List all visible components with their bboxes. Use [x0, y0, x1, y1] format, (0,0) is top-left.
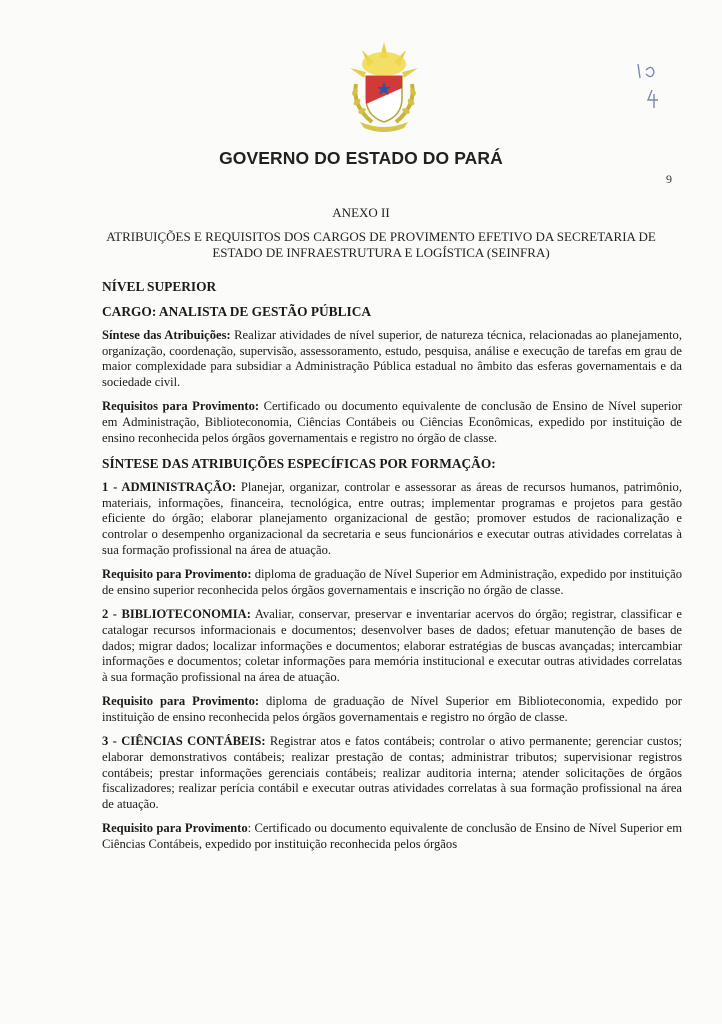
formation-requirement [102, 821, 682, 852]
formation-ciencias-contabeis [102, 734, 682, 812]
formation-administracao [102, 480, 682, 558]
formation-label: 2 - BIBLIOTECONOMIA: [102, 607, 251, 622]
synthesis-text: Realizar atividades de nível superior, de natureza técnica, relacionadas ao planejamento, organização, coordenação, supervisão, assessoramento, estudo, pesquisa, análise e execução de tarefas em grau de maior complexidade para subsidiar a Administração Pública estadual no âmbito das esferas governamentais e da sociedade civil. [102, 328, 682, 389]
formation-req-text: : Certificado ou documento equivalente de conclusão de Ensino de Nível Superior em Ciências Contábeis, expedido por instituição reconhecida pelos órgãos [102, 821, 682, 852]
requirements-label: Requisitos para Provimento: [102, 399, 260, 414]
synthesis-label: Síntese das Atribuições: [102, 328, 231, 342]
formation-biblioteconomia [102, 607, 682, 685]
government-title: GOVERNO DO ESTADO DO PARÁ [219, 148, 503, 168]
requirements-paragraph [102, 399, 682, 446]
requirements-text: Certificado ou documento equivalente de conclusão de Ensino de Nível superior em Administração, Biblioteconomia, Ciências Contábeis ou Ciências Econômicas, expedido por instituição de ensino reconhecida pelos órgãos governamentais e registro no órgão de classe. [102, 399, 682, 445]
document-body [102, 278, 682, 862]
annex-title: ATRIBUIÇÕES E REQUISITOS DOS CARGOS DE PROVIMENTO EFETIVO DA SECRETARIA DE ESTADO DE INFRAESTRUTURA E LOGÍSTICA (SEINFRA) [106, 229, 656, 260]
formation-req-label: Requisito para Provimento [102, 821, 248, 836]
formation-label: 3 - CIÊNCIAS CONTÁBEIS: [102, 734, 266, 749]
formation-requirement [102, 567, 682, 598]
formation-req-label: Requisito para Provimento: [102, 567, 252, 582]
synthesis-paragraph [102, 328, 682, 390]
page-number: 9 [666, 172, 672, 186]
handwritten-mark [630, 56, 670, 112]
specific-heading: SÍNTESE DAS ATRIBUIÇÕES ESPECÍFICAS POR FORMAÇÃO: [102, 456, 496, 472]
formation-text: Avaliar, conservar, preservar e inventariar acervos do órgão; registrar, classificar e catalogar recursos informacionais e documentos; desenvolver bases de dados; efetuar manutenção de bases de dados; migrar dados; localizar informações e documentos; elaborar estratégias de buscas avançadas; intercambiar informações e documentos; coletar informações para memória institucional e executar outras atividades correlatas à sua formação profissional na área de atuação. [102, 607, 683, 684]
formation-requirement [102, 694, 682, 725]
formation-req-label: Requisito para Provimento: [102, 694, 260, 709]
formation-req-text: diploma de graduação de Nível Superior em Administração, expedido por instituição de ensino superior reconhecida pelos órgãos governamentais e inscrição no órgão de classe. [102, 567, 683, 597]
position-heading: CARGO: ANALISTA DE GESTÃO PÚBLICA [102, 304, 372, 319]
formation-req-text: diploma de graduação de Nível Superior em Biblioteconomia, expedido por instituição de ensino reconhecida pelos órgãos governamentais e registro no órgão de classe. [102, 694, 682, 724]
coat-of-arms-icon [342, 36, 426, 132]
formation-text: Registrar atos e fatos contábeis; controlar o ativo permanente; gerenciar custos; elaborar demonstrativos contábeis; realizar prestação de contas; administrar tributos; supervisionar registros contábeis; prestar informações gerenciais contábeis; realizar auditoria interna; atender solicitações de órgãos fiscalizadores; realizar perícia contábil e executar outras atividades correlatas à sua formação profissional na área de atuação. [102, 734, 683, 811]
formation-text: Planejar, organizar, controlar e assessorar as áreas de recursos humanos, patrimônio, materiais, informações, financeira, tecnológica, entre outras; implementar programas e projetos para gestão eficiente do órgão; elaborar planejamento organizacional de gestão; promover estudos de racionalização e controlar o desempenho organizacional da secretaria e seus funcionários e executar outras atividades correlatas à sua formação profissional na área de atuação. [102, 480, 683, 557]
annex-label: ANEXO II [332, 205, 390, 220]
formation-label: 1 - ADMINISTRAÇÃO: [102, 480, 237, 495]
level-heading: NÍVEL SUPERIOR [102, 279, 217, 294]
